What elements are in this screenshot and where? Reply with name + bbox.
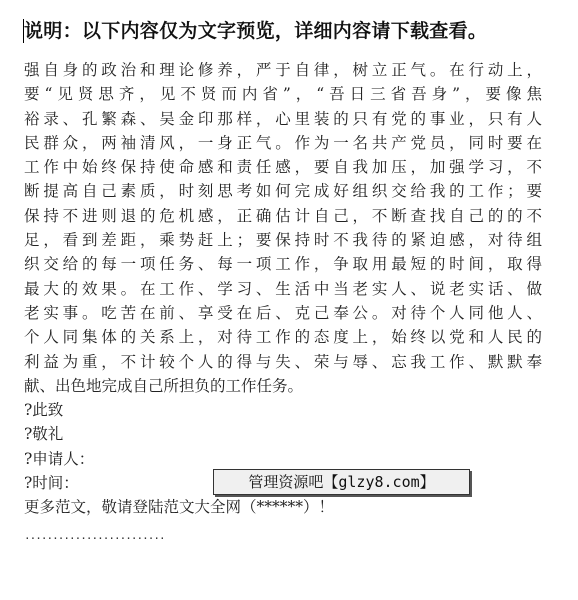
document-body: [24, 58, 542, 520]
preview-notice: 说明：以下内容仅为文字预览，详细内容请下载查看。: [24, 20, 488, 42]
date-label: ?时间：: [24, 474, 79, 493]
paragraph-line: 裕录、孔繁森、吴金印那样，心里装的只有党的事业，只有人: [24, 109, 542, 128]
applicant-label: ?申请人：: [24, 449, 95, 468]
paragraph-line: 献、出色地完成自己所担负的工作任务。: [24, 376, 304, 395]
paragraph-line: 织交给的每一项任务、每一项工作，争取用最短的时间，取得: [24, 255, 542, 274]
paragraph-line: 强自身的政治和理论修养，严于自律，树立正气。在行动上，: [24, 61, 542, 79]
paragraph-line: 足，看到差距，乘势赶上；要保持时不我待的紧迫感，对待组: [24, 231, 542, 250]
closing-regards: ?敬礼: [24, 425, 64, 444]
paragraph-line: 最大的效果。在工作、学习、生活中当老实人、说老实话、做: [24, 279, 542, 298]
paragraph-line: 民群众，两袖清风，一身正气。作为一名共产党员，同时要在: [24, 133, 542, 152]
footer-link-text: 更多范文，敬请登陆范文大全网（******）！: [24, 498, 335, 517]
closing-salute: ?此致: [24, 401, 64, 420]
paragraph-line: 个人同集体的关系上，对待工作的态度上，始终以党和人民的: [24, 328, 542, 347]
paragraph-line: 要“见贤思齐，见不贤而内省”，“吾日三省吾身”，要像焦: [24, 85, 542, 104]
paragraph-line: 工作中始终保持使命感和责任感，要自我加压，加强学习，不: [24, 158, 542, 177]
paragraph-line: 保持不进则退的危机感，正确估计自己，不断查找自己的的不: [24, 206, 542, 225]
paragraph-line: 老实事。吃苦在前、享受在后、克己奉公。对待个人同他人、: [24, 303, 542, 322]
paragraph-line: 断提高自己素质，时刻思考如何完成好组织交给我的工作；要: [24, 182, 542, 201]
watermark-box: 管理资源吧【glzy8.com】: [213, 469, 470, 495]
dotted-separator: ·························: [24, 532, 165, 545]
paragraph-line: 利益为重，不计较个人的得与失、荣与辱、忘我工作、默默奉: [24, 352, 542, 371]
